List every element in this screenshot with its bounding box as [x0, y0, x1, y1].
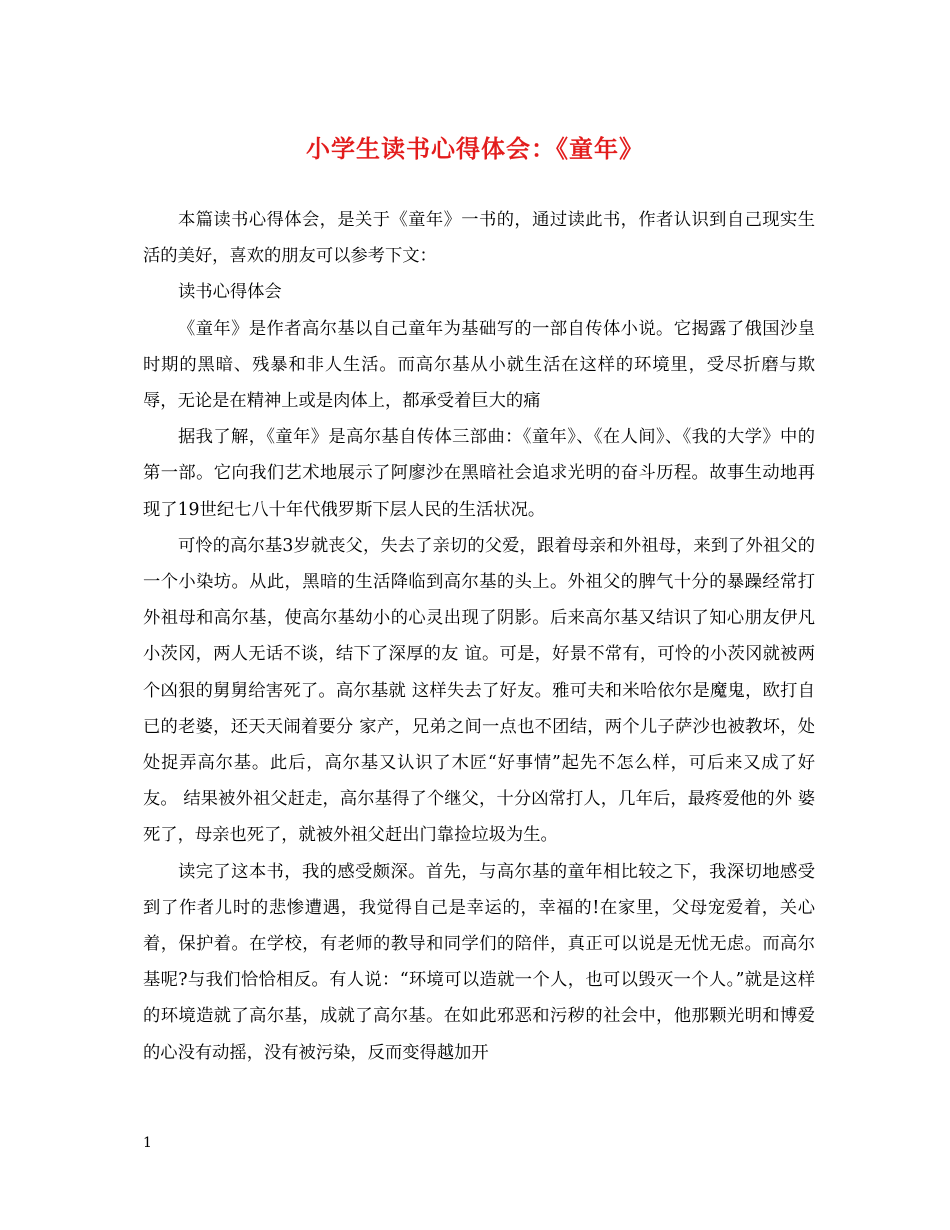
body-paragraph: 据我了解，《童年》是高尔基自传体三部曲：《童年》、《在人间》、《我的大学》中的第一部。它向我们艺术地展示了阿廖沙在黑暗社会追求光明的奋斗历程。故事生动地再现了19世纪七八十年代俄罗斯下层人民的生活状况。 [143, 427, 815, 520]
page-number: 1 [143, 1135, 152, 1151]
body-paragraph: 可怜的高尔基3岁就丧父，失去了亲切的父爱，跟着母亲和外祖母，来到了外祖父的一个小染坊。从此，黑暗的生活降临到高尔基的头上。外祖父的脾气十分的暴躁经常打外祖母和高尔基，使高尔基幼小的心灵出现了阴影。后来高尔基又结识了知心朋友伊凡小茨冈，两人无话不谈，结下了深厚的友 谊。可是，好景不常有，可怜的小茨冈就被两个凶狠的舅舅给害死了。高尔基就 这样失去了好友。雅可夫和米哈依尔是魔鬼，欧打自已的老婆，还天天闹着要分 家产，兄弟之间一点也不团结，两个儿子萨沙也被教坏，处处捉弄高尔基。此后，高尔基又认识了木匠“好事情”起先不怎么样，可后来又成了好友。 结果被外祖父赶走，高尔基得了个继父，十分凶常打人，几年后，最疼爱他的外 婆死了，母亲也死了，就被外祖父赶出门靠捡垃圾为生。 [143, 535, 815, 846]
document-title: 小学生读书心得体会：《童年》 [306, 134, 644, 163]
body-paragraph: 读完了这本书，我的感受颇深。首先，与高尔基的童年相比较之下，我深切地感受到了作者儿时的悲惨遭遇，我觉得自己是幸运的，幸福的!在家里，父母宠爱着，关心着，保护着。在学校，有老师的教导和同学们的陪伴，真正可以说是无忧无虑。而高尔基呢?与我们恰恰相反。有人说：“环境可以造就一个人，也可以毁灭一个人。”就是这样的环境造就了高尔基，成就了高尔基。在如此邪恶和污秽的社会中，他那颗光明和博爱的心没有动摇，没有被污染，反而变得越加开 [143, 861, 815, 1063]
body-paragraph: 《童年》是作者高尔基以自己童年为基础写的一部自传体小说。它揭露了俄国沙皇时期的黑暗、残暴和非人生活。而高尔基从小就生活在这样的环境里，受尽折磨与欺辱，无论是在精神上或是肉体上，都承受着巨大的痛 [143, 318, 815, 412]
document-body [143, 202, 815, 1071]
section-heading: 读书心得体会 [178, 282, 282, 303]
intro-paragraph: 本篇读书心得体会，是关于《童年》一书的，通过读此书，作者认识到自己现实生活的美好，喜欢的朋友可以参考下文： [143, 210, 815, 267]
